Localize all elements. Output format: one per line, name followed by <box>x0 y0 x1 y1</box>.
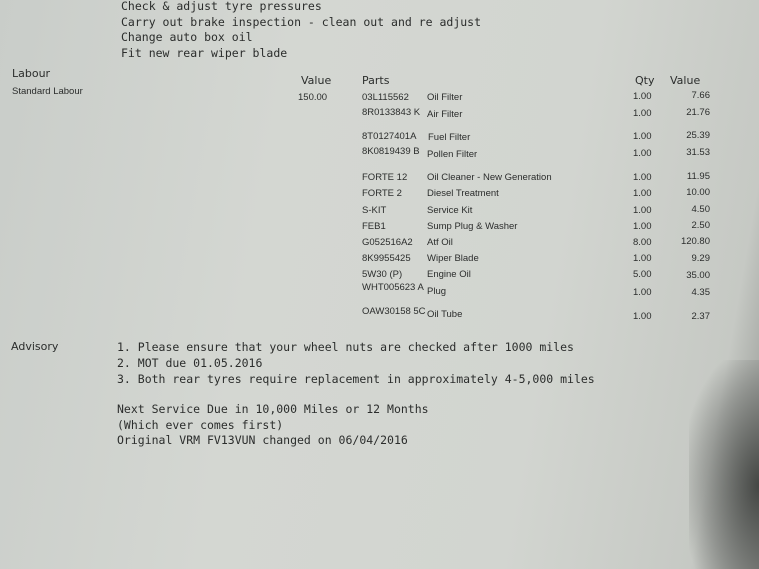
part-description: Oil Cleaner - New Generation <box>427 172 552 183</box>
part-value: 35.00 <box>686 270 710 281</box>
part-value: 11.95 <box>686 171 710 182</box>
part-qty: 1.00 <box>633 253 652 264</box>
part-description: Air Filter <box>427 109 463 120</box>
labour-value: 150.00 <box>298 92 328 103</box>
part-description: Plug <box>427 286 447 297</box>
labour-heading: Labour <box>12 67 51 80</box>
part-description: Wiper Blade <box>427 253 479 264</box>
qty-heading: Qty <box>635 74 655 87</box>
part-qty: 1.00 <box>633 131 652 142</box>
part-code: 8K9955425 <box>362 253 411 264</box>
advisory-item: 1. Please ensure that your wheel nuts are checked after 1000 miles <box>117 340 574 354</box>
part-description: Oil Filter <box>427 92 463 103</box>
part-description: Diesel Treatment <box>427 188 499 199</box>
part-description: Oil Tube <box>427 309 463 320</box>
part-code: 5W30 (P) <box>362 269 403 280</box>
part-description: Sump Plug & Washer <box>427 221 518 232</box>
part-description: Engine Oil <box>427 269 471 280</box>
labour-value-heading: Value <box>301 74 332 87</box>
part-description: Service Kit <box>427 205 473 216</box>
advisory-item: 2. MOT due 01.05.2016 <box>117 356 263 370</box>
next-service-note: (Which ever comes first) <box>117 418 284 432</box>
part-code: FORTE 2 <box>362 188 402 199</box>
part-code: FORTE 12 <box>362 172 408 183</box>
part-value: 9.29 <box>691 253 710 264</box>
part-value: 10.00 <box>686 187 710 198</box>
part-qty: 1.00 <box>633 205 652 216</box>
part-code: 03L115562 <box>362 92 409 103</box>
part-code: 8T0127401A <box>362 131 417 142</box>
vrm-change-note: Original VRM FV13VUN changed on 06/04/2016 <box>117 433 408 447</box>
part-code: 8R0133843 K <box>362 107 421 118</box>
next-service-note: Next Service Due in 10,000 Miles or 12 Months <box>117 402 429 416</box>
labour-item: Standard Labour <box>12 86 83 97</box>
task-line: Check & adjust tyre pressures <box>121 0 322 13</box>
part-qty: 1.00 <box>633 188 652 199</box>
part-qty: 1.00 <box>633 172 652 183</box>
part-code: FEB1 <box>362 221 386 232</box>
parts-value-heading: Value <box>670 74 701 87</box>
part-value: 2.37 <box>691 311 710 322</box>
part-code: 8K0819439 B <box>362 146 420 157</box>
part-code: WHT005623 A <box>362 282 424 293</box>
part-value: 4.50 <box>691 204 710 215</box>
parts-heading: Parts <box>362 74 390 87</box>
part-value: 4.35 <box>691 287 710 298</box>
part-qty: 1.00 <box>633 148 652 159</box>
part-description: Atf Oil <box>427 237 453 248</box>
advisory-item: 3. Both rear tyres require replacement in approximately 4-5,000 miles <box>117 372 595 386</box>
part-value: 120.80 <box>680 236 710 247</box>
part-value: 2.50 <box>691 220 710 231</box>
part-value: 21.76 <box>686 107 710 118</box>
part-qty: 1.00 <box>633 91 652 102</box>
part-value: 7.66 <box>691 90 710 101</box>
part-qty: 8.00 <box>633 237 652 248</box>
part-qty: 1.00 <box>633 221 652 232</box>
part-description: Fuel Filter <box>428 132 471 143</box>
advisory-heading: Advisory <box>11 340 59 353</box>
part-code: S-KIT <box>362 205 387 216</box>
part-code: OAW30158 5C <box>362 306 426 317</box>
task-line: Carry out brake inspection - clean out and re adjust <box>121 15 482 29</box>
part-qty: 1.00 <box>633 311 652 322</box>
task-line: Change auto box oil <box>121 30 253 44</box>
part-value: 25.39 <box>686 130 710 141</box>
page-shadow <box>689 360 759 569</box>
part-qty: 1.00 <box>633 108 652 119</box>
part-code: G052516A2 <box>362 237 413 248</box>
part-qty: 1.00 <box>633 287 652 298</box>
task-line: Fit new rear wiper blade <box>121 46 288 60</box>
part-description: Pollen Filter <box>427 149 478 160</box>
part-value: 31.53 <box>686 147 710 158</box>
part-qty: 5.00 <box>633 269 652 280</box>
